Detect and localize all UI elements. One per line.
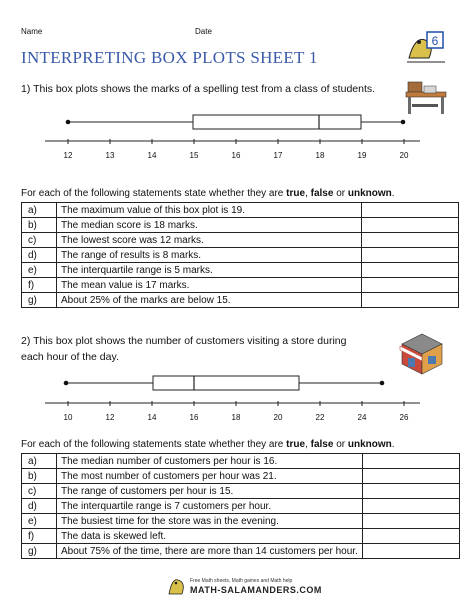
q2-tick-label: 20 (273, 413, 283, 422)
logo-grade: 6 (431, 34, 439, 48)
answer-cell[interactable] (362, 454, 459, 469)
row-letter: g) (22, 293, 57, 308)
row-statement: The maximum value of this box plot is 19. (57, 203, 362, 218)
row-statement: About 75% of the time, there are more than 14 customers per hour. (57, 544, 363, 559)
q2-tick-label: 24 (357, 413, 367, 422)
row-statement: The median score is 18 marks. (57, 218, 362, 233)
row-statement: The interquartile range is 5 marks. (57, 263, 362, 278)
answer-cell[interactable] (362, 233, 459, 248)
answer-cell[interactable] (362, 293, 459, 308)
table-row (22, 529, 460, 544)
q1-tick-label: 12 (63, 151, 73, 160)
q2-tick-label: 26 (399, 413, 409, 422)
row-letter: e) (22, 263, 57, 278)
q2-min-point (64, 381, 69, 386)
row-statement: The range of results is 8 marks. (57, 248, 362, 263)
q1-max-point (401, 120, 406, 125)
row-letter: a) (22, 454, 57, 469)
table-row (22, 248, 459, 263)
name-label: Name (21, 27, 43, 36)
q2-tick-label: 16 (189, 413, 199, 422)
row-letter: e) (22, 514, 57, 529)
answer-cell[interactable] (362, 263, 459, 278)
row-statement: The median number of customers per hour is 16. (57, 454, 363, 469)
row-statement: The range of customers per hour is 15. (57, 484, 363, 499)
row-letter: a) (22, 203, 57, 218)
table-row (22, 233, 459, 248)
store-illustration (396, 330, 448, 376)
table-row (22, 469, 460, 484)
answer-cell[interactable] (362, 529, 459, 544)
answer-cell[interactable] (362, 203, 459, 218)
q1-tick-label: 13 (105, 151, 115, 160)
page-title: INTERPRETING BOX PLOTS SHEET 1 (21, 48, 318, 67)
row-letter: b) (22, 469, 57, 484)
date-label: Date (195, 27, 212, 36)
table-row (22, 454, 460, 469)
footer-tagline: Free Math sheets, Math games and Math help (190, 578, 293, 584)
answer-cell[interactable] (362, 484, 459, 499)
table-row (22, 544, 460, 559)
q2-statements-table (21, 453, 460, 559)
q1-question: 1) This box plots shows the marks of a spelling test from a class of students. (21, 83, 376, 95)
answer-cell[interactable] (362, 248, 459, 263)
salamander-logo (405, 28, 447, 64)
table-row (22, 293, 459, 308)
row-statement: The interquartile range is 7 customers per hour. (57, 499, 363, 514)
answer-cell[interactable] (362, 499, 459, 514)
q2-tick-label: 10 (63, 413, 73, 422)
row-letter: g) (22, 544, 57, 559)
q2-question-line2: each hour of the day. (21, 351, 119, 363)
table-row (22, 218, 459, 233)
q1-tick-label: 19 (357, 151, 367, 160)
row-statement: The most number of customers per hour was 21. (57, 469, 363, 484)
table-row (22, 484, 460, 499)
answer-cell[interactable] (362, 218, 459, 233)
q1-tick-label: 15 (189, 151, 199, 160)
q1-tick-label: 18 (315, 151, 325, 160)
row-letter: f) (22, 278, 57, 293)
q1-instruction: For each of the following statements state whether they are true, false or unknown. (21, 188, 395, 199)
q1-box (193, 115, 361, 129)
row-letter: d) (22, 499, 57, 514)
row-statement: The data is skewed left. (57, 529, 363, 544)
q1-tick-label: 20 (399, 151, 409, 160)
q2-tick-label: 18 (231, 413, 241, 422)
answer-cell[interactable] (362, 469, 459, 484)
row-letter: c) (22, 233, 57, 248)
table-row (22, 263, 459, 278)
q1-tick-label: 14 (147, 151, 157, 160)
answer-cell[interactable] (362, 544, 459, 559)
answer-cell[interactable] (362, 514, 459, 529)
table-row (22, 499, 460, 514)
q1-statements-table (21, 202, 459, 308)
q1-tick-label: 16 (231, 151, 241, 160)
footer-salamander-logo (166, 574, 188, 598)
box-plot-1 (0, 105, 474, 155)
table-row (22, 278, 459, 293)
row-letter: c) (22, 484, 57, 499)
row-letter: b) (22, 218, 57, 233)
q1-tick-label: 17 (273, 151, 283, 160)
footer-site-link[interactable]: MATH-SALAMANDERS.COM (190, 585, 322, 595)
row-statement: The mean value is 17 marks. (57, 278, 362, 293)
row-statement: About 25% of the marks are below 15. (57, 293, 362, 308)
q2-box (153, 376, 299, 390)
q2-question-line1: 2) This box plot shows the number of customers visiting a store during (21, 335, 347, 347)
table-row (22, 514, 460, 529)
q2-tick-label: 12 (105, 413, 115, 422)
q2-tick-label: 14 (147, 413, 157, 422)
answer-cell[interactable] (362, 278, 459, 293)
row-statement: The lowest score was 12 marks. (57, 233, 362, 248)
row-letter: d) (22, 248, 57, 263)
q2-max-point (380, 381, 385, 386)
table-row (22, 203, 459, 218)
row-statement: The busiest time for the store was in the evening. (57, 514, 363, 529)
q2-tick-label: 22 (315, 413, 325, 422)
q2-instruction: For each of the following statements state whether they are true, false or unknown. (21, 439, 395, 450)
q1-min-point (66, 120, 71, 125)
row-letter: f) (22, 529, 57, 544)
